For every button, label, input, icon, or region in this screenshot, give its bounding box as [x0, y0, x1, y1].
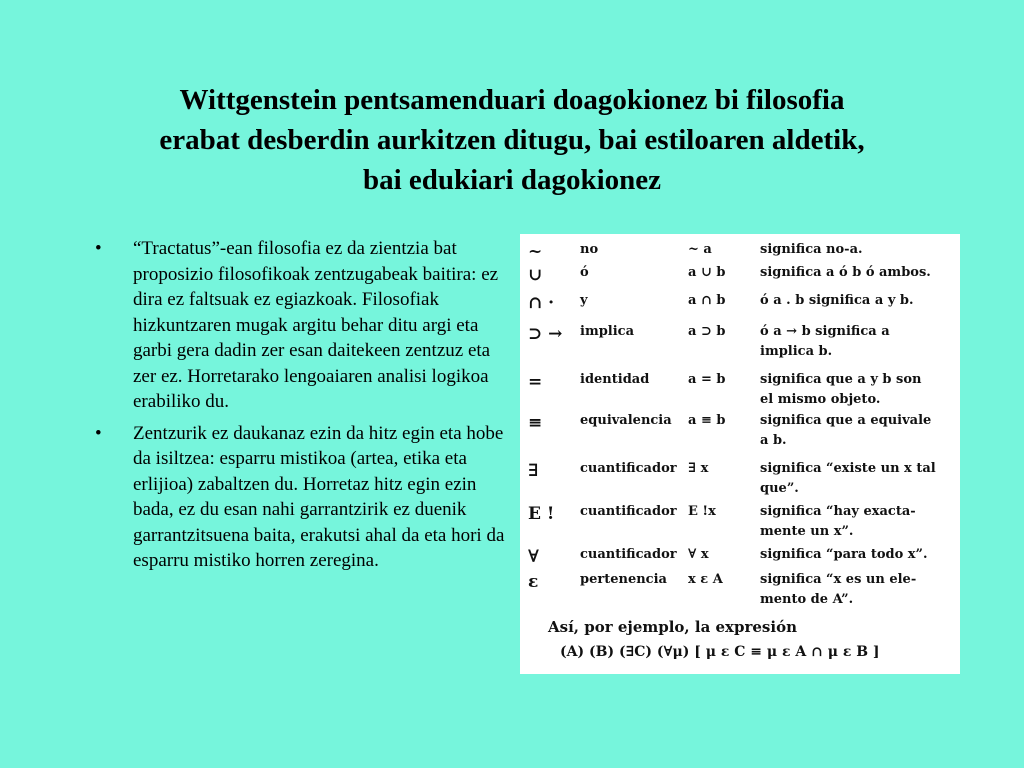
symbol-expression: a ≡ b [688, 413, 726, 428]
symbol-meaning: significa “para todo x”. [760, 547, 928, 562]
symbol-row [520, 461, 960, 496]
symbol-expression: E !x [688, 504, 716, 519]
symbol-meaning-continued: a b. [760, 433, 787, 448]
symbol-meaning: ó a . b significa a y b. [760, 293, 914, 308]
example-formula: (A) (B) (∃C) (∀μ) [ μ ε C ≡ μ ε A ∩ μ ε B ] [560, 644, 880, 660]
symbol-name: ó [580, 265, 589, 280]
symbol-meaning-continued: que”. [760, 481, 799, 496]
bullet-text: “Tractatus”-ean filosofia ez da zientzia bat proposizio filosofikoak zentzugabeak baitira: ez dira ez faltsuak ez egiazkoak. Filosofiak hizkuntzaren mugak argitu behar ditu argi eta garbi gera dadin zer esan daitekeen zentzuz eta zer ez. Horretarako lengoaiaren analisi logikoa erabiliko du. [133, 238, 499, 412]
symbol-expression: a ∪ b [688, 265, 726, 280]
symbol-meaning: significa a ó b ó ambos. [760, 265, 931, 280]
symbol-glyph: E ! [528, 504, 555, 524]
symbol-name: cuantificador [580, 504, 677, 519]
symbol-name: identidad [580, 372, 650, 387]
symbol-meaning: significa “x es un ele- [760, 572, 917, 587]
symbol-glyph: ⊃ → [528, 324, 563, 344]
slide-title [60, 80, 964, 200]
symbol-expression: a = b [688, 372, 726, 387]
symbol-glyph: ∪ [528, 265, 543, 285]
symbol-meaning: significa “hay exacta- [760, 504, 916, 519]
symbol-meaning: significa que a equivale [760, 413, 932, 428]
bullet-text: Zentzurik ez daukanaz ezin da hitz egin eta hobe da isiltzea: esparru mistikoa (artea, etika eta erlijioa) zabaltzen du. Horretaz hitz egin ezin bada, ez du esan nahi garrantzirik ez duenik garrantzitsuena baita, erakutsi ahal da eta hori da esparru mistiko horren zeregina. [133, 422, 505, 571]
symbol-glyph: ≡ [528, 413, 543, 433]
symbol-row [520, 372, 960, 407]
symbol-meaning-continued: implica b. [760, 344, 833, 359]
symbol-glyph: ε [528, 572, 539, 592]
example-caption: Así, por ejemplo, la expresión [548, 618, 797, 636]
symbol-expression: a ⊃ b [688, 324, 726, 339]
symbol-expression: a ∩ b [688, 293, 726, 308]
symbol-row [520, 242, 960, 264]
symbol-row [520, 413, 960, 448]
logic-symbols-table-image [520, 234, 960, 674]
bullet-dot: • [95, 422, 102, 444]
symbol-expression: ∃ x [688, 461, 709, 476]
symbol-expression: x ε A [688, 572, 723, 587]
symbol-meaning: significa que a y b son [760, 372, 922, 387]
symbol-meaning-continued: el mismo objeto. [760, 392, 881, 407]
symbol-name: cuantificador [580, 461, 677, 476]
symbol-meaning: significa “existe un x tal [760, 461, 936, 476]
symbol-meaning: ó a → b significa a [760, 324, 890, 339]
bullet-item [95, 236, 505, 415]
title-line: Wittgenstein pentsamenduari doagokionez bi filosofia [179, 84, 845, 116]
symbol-glyph: ~ [528, 242, 543, 262]
bullet-dot: • [95, 238, 102, 259]
symbol-expression: ~ a [688, 242, 712, 257]
symbol-meaning: significa no-a. [760, 242, 863, 257]
symbol-row [520, 547, 960, 569]
symbol-name: no [580, 242, 599, 257]
title-line: erabat desberdin aurkitzen ditugu, bai estiloaren aldetik, [159, 124, 865, 156]
symbol-name: equivalencia [580, 413, 672, 428]
bullet-list [95, 236, 505, 580]
symbol-name: pertenencia [580, 572, 667, 587]
symbol-glyph: ∃ [528, 461, 539, 481]
symbol-name: y [580, 293, 588, 308]
symbol-row [520, 572, 960, 607]
symbol-row [520, 265, 960, 287]
symbol-name: implica [580, 324, 634, 339]
symbol-meaning-continued: mento de A”. [760, 592, 854, 607]
symbol-row [520, 324, 960, 359]
symbol-name: cuantificador [580, 547, 677, 562]
symbol-meaning-continued: mente un x”. [760, 524, 854, 539]
symbol-row [520, 504, 960, 539]
symbol-glyph: = [528, 372, 543, 392]
bullet-item [95, 421, 505, 574]
symbol-expression: ∀ x [688, 547, 709, 562]
symbol-glyph: ∩ · [528, 293, 555, 313]
symbol-row [520, 293, 960, 315]
title-line: bai edukiari dagokionez [362, 164, 662, 196]
symbol-glyph: ∀ [528, 547, 539, 567]
